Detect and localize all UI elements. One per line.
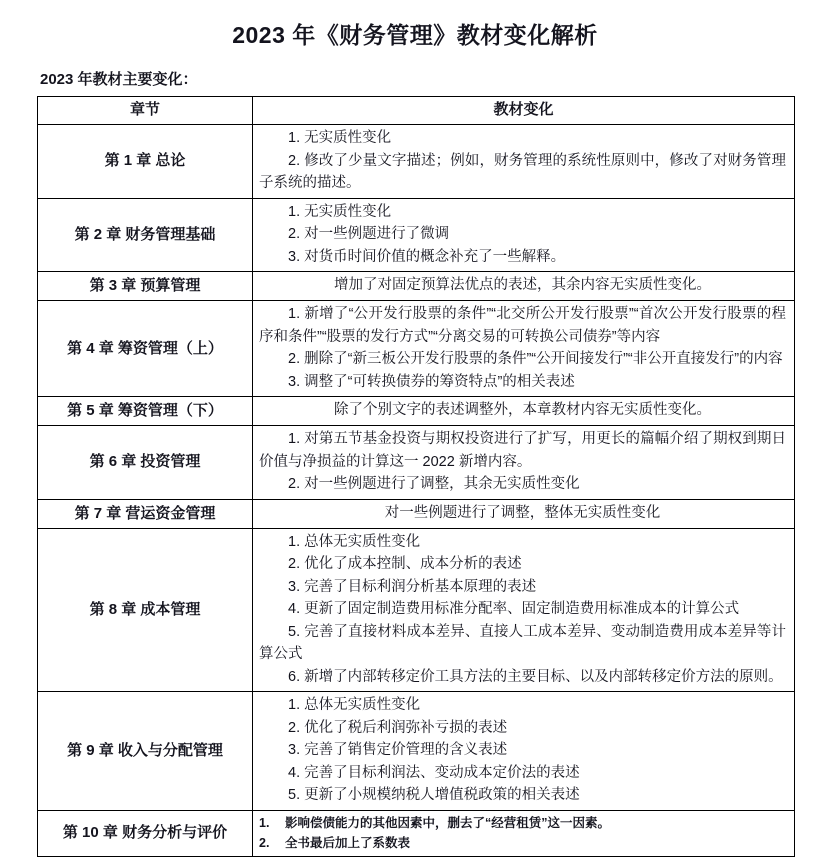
column-header-changes: 教材变化 [253, 97, 795, 125]
change-line: 2. 优化了成本控制、成本分析的表述 [288, 556, 522, 572]
table-row [38, 692, 795, 811]
section-subtitle: 2023 年教材主要变化： [40, 71, 198, 88]
changes-cell [253, 426, 795, 500]
changes-cell [253, 198, 795, 272]
changes-cell [253, 499, 795, 528]
table-row [38, 301, 795, 397]
change-line: 3. 对货币时间价值的概念补充了一些解释。 [288, 248, 566, 265]
table-row [38, 125, 795, 199]
table-row [38, 499, 795, 528]
changes-cell [253, 692, 795, 811]
change-line: 6. 新增了内部转移定价工具方法的主要目标、以及内部转移定价方法的原则。 [288, 668, 783, 685]
changes-cell [253, 125, 795, 199]
change-line-number: 1. [259, 815, 270, 830]
change-line: 2. 对一些例题进行了微调 [288, 226, 450, 242]
table-row [38, 397, 795, 426]
change-line: 4. 更新了固定制造费用标准分配率、固定制造费用标准成本的计算公式 [288, 601, 740, 617]
change-line: 增加了对固定预算法优点的表述，其余内容无实质性变化。 [334, 277, 711, 294]
chapter-cell: 第 5 章 筹资管理（下） [38, 397, 253, 426]
chapter-cell: 第 10 章 财务分析与评价 [38, 810, 253, 856]
chapter-cell: 第 4 章 筹资管理（上） [38, 301, 253, 397]
change-line-text: 影响偿债能力的其他因素中，删去了“经营租赁”这一因素。 [285, 815, 611, 830]
changes-cell [253, 301, 795, 397]
change-line: 1. 无实质性变化 [288, 203, 392, 220]
change-line: 1. 总体无实质性变化 [288, 533, 421, 550]
change-line-number: 2. [259, 835, 270, 850]
table-row [38, 426, 795, 500]
changes-cell [253, 397, 795, 426]
change-line: 3. 完善了目标利润分析基本原理的表述 [288, 578, 537, 595]
page-title: 2023 年《财务管理》教材变化解析 [232, 22, 598, 48]
change-line: 2. 优化了税后利润弥补亏损的表述 [288, 719, 508, 736]
chapter-cell: 第 9 章 收入与分配管理 [38, 692, 253, 811]
change-line: 4. 完善了目标利润法、变动成本定价法的表述 [288, 764, 580, 781]
changes-cell [253, 528, 795, 692]
document-page [0, 18, 830, 866]
change-line: 1. 对第五节基金投资与期权投资进行了扩写，用更长的篇幅介绍了期权到期日价值与净损益的计算这一 2022 新增内容。 [259, 431, 786, 470]
change-line: 3. 完善了销售定价管理的含义表述 [288, 742, 508, 758]
change-line: 1. 无实质性变化 [288, 130, 392, 146]
table-body [38, 125, 795, 857]
chapter-cell: 第 7 章 营运资金管理 [38, 499, 253, 528]
change-line: 1. 新增了“公开发行股票的条件”“北交所公开发行股票”“首次公开发行股票的程序和条件”“股票的发行方式”“分离交易的可转换公司债券”等内容 [259, 306, 786, 345]
table-row [38, 272, 795, 301]
change-line [257, 833, 786, 853]
table-row [38, 528, 795, 692]
column-header-chapter: 章节 [38, 97, 253, 125]
change-line: 对一些例题进行了调整，整体无实质性变化 [384, 504, 661, 521]
change-line: 2. 删除了“新三板公开发行股票的条件”“公开间接发行”“非公开直接发行”的内容 [288, 351, 783, 367]
chapter-cell: 第 1 章 总论 [38, 125, 253, 199]
table-row [38, 810, 795, 856]
change-line: 1. 总体无实质性变化 [288, 697, 421, 713]
chapter-cell: 第 3 章 预算管理 [38, 272, 253, 301]
change-line: 5. 完善了直接材料成本差异、直接人工成本差异、变动制造费用成本差异等计算公式 [259, 623, 786, 662]
changes-cell [253, 272, 795, 301]
change-line-text: 全书最后加上了系数表 [285, 835, 411, 850]
change-line: 5. 更新了小规模纳税人增值税政策的相关表述 [288, 787, 580, 803]
changes-cell [253, 810, 795, 856]
change-line: 3. 调整了“可转换债券的筹资特点”的相关表述 [288, 373, 575, 390]
table-row [38, 198, 795, 272]
chapter-cell: 第 2 章 财务管理基础 [38, 198, 253, 272]
textbook-changes-table [37, 96, 795, 857]
chapter-cell: 第 8 章 成本管理 [38, 528, 253, 692]
change-line: 2. 修改了少量文字描述；例如，财务管理的系统性原则中，修改了对财务管理子系统的描述。 [259, 152, 786, 191]
table-header-row [38, 97, 795, 125]
change-line: 2. 对一些例题进行了调整，其余无实质性变化 [288, 476, 580, 492]
change-line [257, 813, 786, 833]
change-line: 除了个别文字的表述调整外，本章教材内容无实质性变化。 [334, 402, 711, 419]
chapter-cell: 第 6 章 投资管理 [38, 426, 253, 500]
